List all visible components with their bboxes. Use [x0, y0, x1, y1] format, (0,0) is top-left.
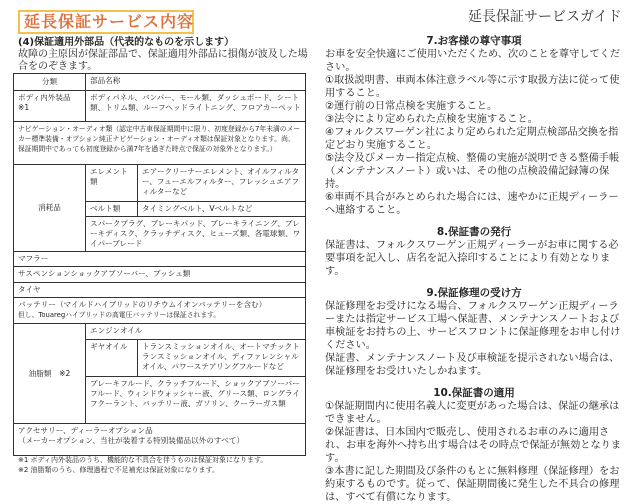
paragraph: ⑥車両不具合がみとめられた場合には、速やかに正規ディーラーへ連絡すること。: [325, 192, 619, 216]
footnote: ※1 ボディ内外装品のうち、機能的な不具合を伴うものは保証対象になります。: [18, 456, 268, 464]
accessories-note: （メーカーオプション、当社が装着する特別装備品以外のすべて）: [18, 436, 245, 445]
paragraph: ①取扱説明書、車両本体注意ラベル等に示す取扱方法に従って使用すること。: [325, 75, 620, 99]
header-category: 分類: [14, 74, 86, 91]
page-title: 延長保証サービス内容: [18, 10, 194, 34]
parts-cell: タイミングベルト、Vベルトなど: [138, 202, 306, 217]
parts-cell: トランスミッションオイル、オートマチックトランスミッションオイル、ディファレンシャルオイル、パワーステアリングフルードなど: [138, 340, 306, 377]
paragraph: 保証修理をお受けになる場合、フォルクスワーゲン正規ディーラーまたは指定サービス工場へ保証書、メンテナンスノートおよび車検証をお持ちの上、サービスフロントに保証修理をお申し付けください。: [325, 301, 621, 351]
battery-note: 但し、Touaregハイブリッドの高電圧バッテリーは保証されます。: [18, 311, 221, 319]
table-row: [14, 424, 306, 456]
battery-text: バッテリー（マイルドハイブリッドのリチウムイオンバッテリーを含む）: [18, 300, 267, 309]
paragraph: ④フォルクスワーゲン社により定められた定期点検部品交換を指定どおり実施すること。: [325, 127, 619, 151]
table-row: [14, 252, 306, 267]
subcategory-cell: エレメント類: [86, 165, 138, 202]
section-heading: 7.お客様の尊守事項: [426, 35, 522, 47]
parts-cell: ボディパネル、バンパー、モール類、ダッシュボード、シート類、トリム類、ルーフヘッドライトニング、フロアカーペット: [86, 91, 306, 122]
paragraph: 保証書は、フォルクスワーゲン正規ディーラーがお車に関する必要事項を記入し、店名を記入捺印することにより有効となります。: [325, 240, 619, 277]
table-row: [14, 324, 306, 340]
section-subtitle: (4)保証適用外部品（代表的なものを示します）: [18, 37, 235, 48]
category-cell: 消耗品: [14, 165, 86, 252]
accessories-text: アクセサリー、ディーラーオプション品: [18, 426, 153, 435]
paragraph: ⑤法令及びメーカー指定点検、整備の実施が説明できる整備手帳（メンテナンスノート）或いは、その他の点検設備記録簿の保持。: [325, 153, 620, 190]
parts-cell: ブレーキフルード、クラッチフルード、ショックアブソーバーフルード、ウィンドウォッシャー液、グリース類、ロングライフクーラント、バッテリー液、ガソリン、クーラーガス類: [86, 377, 306, 424]
excluded-parts-table: [13, 73, 306, 456]
table-row: [14, 283, 306, 298]
guide-title: 延長保証サービスガイド: [468, 9, 622, 25]
footnote: ※2 油脂類のうち、修理過程で不足補充は保証対象になります。: [18, 466, 219, 474]
paragraph: ①保証期間内に使用名義人に変更があった場合は、保証の継承はできません。: [325, 401, 620, 425]
parts-cell: マフラー: [14, 252, 306, 267]
right-column: [325, 34, 623, 504]
subcategory-cell: ベルト類: [86, 202, 138, 217]
section-heading: 8.保証書の発行: [436, 226, 512, 238]
section-heading: 10.保証書の適用: [433, 387, 515, 399]
parts-cell: スパークプラグ、ブレーキパッド、ブレーキライニング、ブレーキディスク、クラッチディスク、ヒューズ類、各電球類、ワイパーブレード: [86, 217, 306, 252]
table-row: [14, 74, 306, 91]
paragraph: ③法令により定められた点検を実施すること。: [325, 114, 538, 125]
category-cell: ボディ内外装品 ※1: [14, 91, 86, 122]
section-heading: 9.保証修理の受け方: [426, 287, 522, 299]
category-cell: 油脂類 ※2: [14, 324, 86, 424]
footnotes: [18, 455, 310, 475]
parts-cell: エンジンオイル: [86, 324, 306, 340]
parts-cell: [14, 424, 306, 456]
paragraph: ③本書に記した期間及び条件のもとに無料修理（保証修理）をお約束するものです。従って、保証期間後に発生した不具合の修理は、すべて有償になります。: [325, 466, 620, 503]
paragraph: ②運行前の日常点検を実施すること。: [325, 101, 498, 112]
header-parts: 部品名称: [86, 74, 306, 91]
paragraph: お車を安全快適にご使用いただくため、次のことを尊守してください。: [325, 49, 621, 73]
left-column: [18, 37, 310, 73]
subcategory-cell: ギヤオイル: [86, 340, 138, 377]
table-row: [14, 298, 306, 324]
paragraph: ②保証書は、日本国内で販売し、使用されるお車のみに適用され、お車を海外へ持ち出す場合はその時点で保証が無効となります。: [325, 427, 622, 464]
table-row: [14, 91, 306, 122]
table-row: [14, 165, 306, 202]
parts-cell: [14, 298, 306, 324]
paragraph: 保証書、メンテナンスノート及び車検証を提示されない場合は、保証修理をお受けいたしかねます。: [325, 353, 620, 377]
section-intro: 故障の主原因が保証部品で、保証適用外部品に損傷が波及した場合をのぞきます。: [18, 49, 308, 72]
table-row: [14, 267, 306, 283]
parts-cell: サスペンションショックアブソーバー、ブッシュ類: [14, 267, 306, 283]
table-row: [14, 122, 306, 165]
parts-cell: ナビゲーション・オーディオ類（認定中古車保証期間中に限り、初度登録から7年未満のメーカー標準装備・オプション純正ナビゲーション・オーディオ類は保証対象となります。尚、保証期間中であっても初度登録から満7年を過ぎた時点で保証の対象外となります。）: [14, 122, 306, 165]
parts-cell: タイヤ: [14, 283, 306, 298]
parts-cell: エアークリーナーエレメント、オイルフィルター、フューエルフィルター、フレッシュエアフィルターなど: [138, 165, 306, 202]
